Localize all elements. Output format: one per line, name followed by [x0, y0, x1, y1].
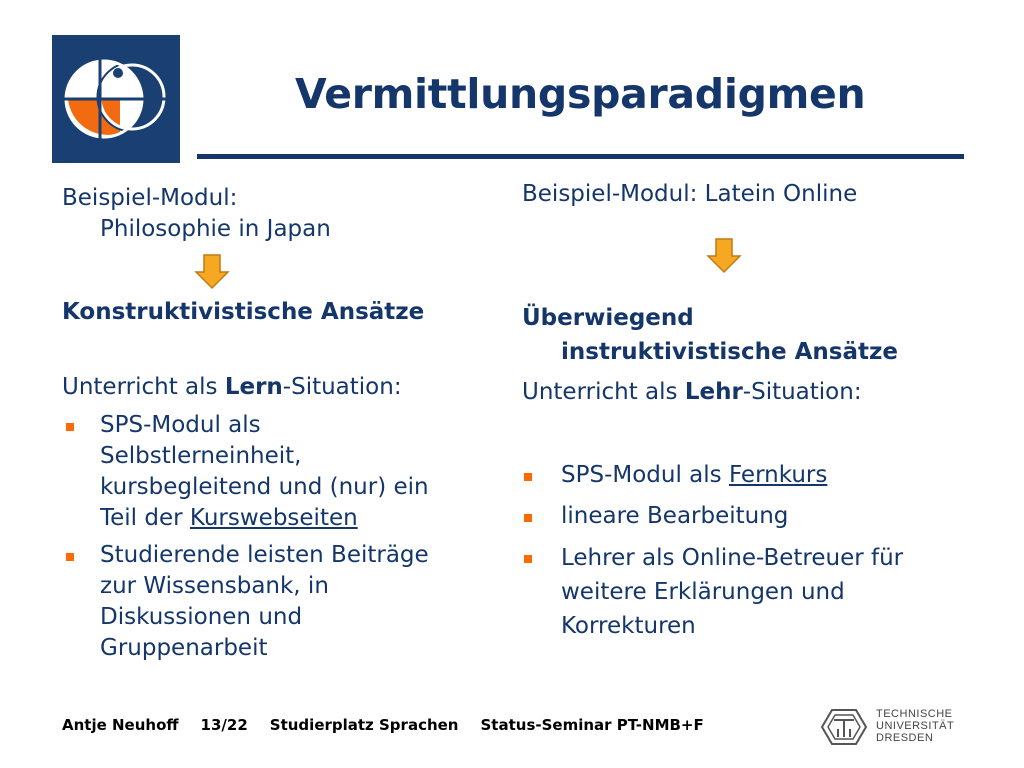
footer-author: Antje Neuhoff — [62, 716, 179, 734]
left-bullet-1: SPS-Modul als Selbstlerneinheit, kursbegleitend und (nur) ein Teil der Kurswebseiten — [100, 412, 429, 531]
left-down-arrow-icon — [194, 254, 230, 290]
left-intro-line1: Beispiel-Modul: — [62, 185, 238, 211]
bullet-icon — [66, 423, 74, 431]
bullet-icon — [524, 555, 532, 563]
university-line3: DRESDEN — [876, 732, 934, 744]
university-line1: TECHNISCHE — [876, 708, 953, 720]
institute-logo-icon — [52, 35, 180, 163]
left-bullet-2: Studierende leisten Beiträge zur Wissensbank, in Diskussionen und Gruppenarbeit — [100, 542, 429, 661]
bullet-icon — [66, 553, 74, 561]
right-heading-line1: Überwiegend — [522, 305, 694, 331]
right-intro: Beispiel-Modul: Latein Online — [522, 181, 858, 207]
left-heading: Konstruktivistische Ansätze — [62, 299, 425, 325]
footer-event: Status-Seminar PT-NMB+F — [480, 716, 704, 734]
page-title: Vermittlungsparadigmen — [295, 70, 866, 118]
right-bullet-2: lineare Bearbeitung — [561, 503, 789, 529]
right-bullet-3: Lehrer als Online-Betreuer für weitere Erklärungen und Korrekturen — [561, 545, 904, 639]
right-heading-line2: instruktivistische Ansätze — [561, 339, 898, 365]
tu-dresden-emblem-icon — [820, 707, 868, 747]
fernkurs-link[interactable]: Fernkurs — [728, 462, 828, 488]
bullet-icon — [524, 514, 532, 522]
footer — [62, 716, 726, 734]
footer-project: Studierplatz Sprachen — [269, 716, 459, 734]
left-intro-line2: Philosophie in Japan — [100, 216, 331, 242]
left-situation: Unterricht als Lern-Situation: — [62, 374, 402, 400]
bullet-icon — [524, 473, 532, 481]
right-bullet-1: SPS-Modul als Fernkurs — [561, 462, 828, 488]
university-line2: UNIVERSITÄT — [876, 720, 955, 732]
kurswebseiten-link[interactable]: Kurswebseiten — [189, 505, 358, 531]
right-down-arrow-icon — [706, 238, 742, 274]
tu-dresden-logo — [820, 707, 965, 747]
right-situation: Unterricht als Lehr-Situation: — [522, 379, 862, 405]
footer-page: 13/22 — [200, 716, 248, 734]
title-underline — [197, 154, 964, 159]
